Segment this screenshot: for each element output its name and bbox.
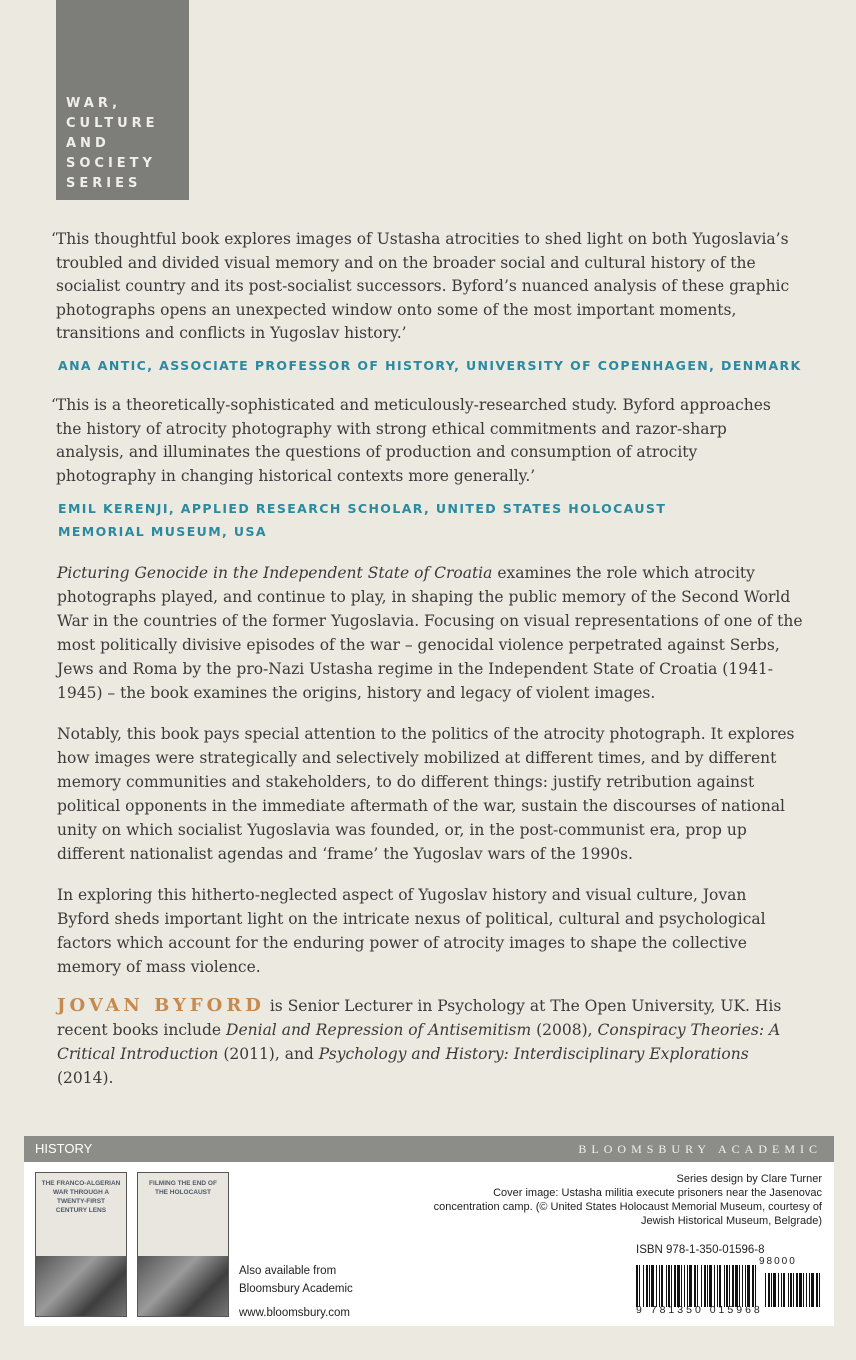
barcode-stripe <box>806 1273 807 1307</box>
barcode-number: 9 781350 015968 <box>636 1304 763 1316</box>
barcode-stripe <box>747 1265 750 1307</box>
barcode-stripe <box>649 1265 650 1307</box>
series-line: WAR, <box>66 96 122 111</box>
barcode-stripe <box>714 1265 715 1307</box>
barcode-stripe <box>639 1265 640 1307</box>
barcode-stripe <box>790 1273 792 1307</box>
author-name: JOVAN BYFORD <box>57 995 265 1016</box>
barcode-stripe <box>677 1265 680 1307</box>
book-title: Denial and Repression of Antisemitism <box>226 1021 532 1039</box>
barcode-stripe <box>666 1265 667 1307</box>
bio-text: (2008), <box>531 1021 598 1039</box>
barcode-stripe <box>687 1265 688 1307</box>
description-paragraph: Notably, this book pays special attention to the politics of the atrocity photograph. It explores how images were strategically and selectively mobilized at different times, and by different memory communities and stakeholders, to do different things: justify retribution against political opponents in the immediate aftermath of the war, sustain the discourses of national unity on which socialist Yugoslavia was founded, or, in the post-communist era, prop up different nationalist agendas and ‘frame’ the Yugoslav wars of the 1990s. <box>57 725 795 863</box>
barcode-stripe <box>674 1265 676 1307</box>
also-line: Also available from <box>239 1265 337 1277</box>
bio-text: (2011), and <box>218 1045 319 1063</box>
category-label: HISTORY <box>35 1141 93 1156</box>
barcode-stripe <box>735 1265 738 1307</box>
barcode-stripe <box>771 1273 772 1307</box>
barcode-stripe <box>689 1265 692 1307</box>
barcode-stripe <box>781 1273 782 1307</box>
quote-2-attribution: EMIL KERENJI, APPLIED RESEARCH SCHOLAR, UNITED STATES HOLOCAUST MEMORIAL MUSEUM, USA <box>58 501 667 539</box>
book-thumbnail-title: THE FRANCO-ALGERIAN WAR THROUGH A TWENTY-FIRST CENTURY LENS <box>41 1180 121 1214</box>
barcode-stripe <box>651 1265 654 1307</box>
website-link: www.bloomsbury.com <box>239 1307 350 1319</box>
barcode-stripe <box>783 1273 785 1307</box>
barcode-stripe <box>709 1265 712 1307</box>
series-label <box>66 94 159 194</box>
barcode-stripe <box>742 1265 743 1307</box>
barcode-stripe <box>768 1273 770 1307</box>
book-title: Psychology and History: Interdisciplinary Explorations <box>318 1045 749 1063</box>
barcode-stripe <box>636 1265 638 1307</box>
barcode-stripe <box>799 1273 802 1307</box>
cover-image-credit: Cover image: Ustasha militia execute prisoners near the Jasenovac concentration camp. (© United States Holocaust Memorial Museum, courtesy of Jewish Historical Museum, Belgrade) <box>433 1187 822 1227</box>
barcode-stripe <box>796 1273 798 1307</box>
series-line: CULTURE <box>66 116 159 131</box>
quote-1 <box>51 228 796 346</box>
description-paragraph: In exploring this hitherto-neglected aspect of Yugoslav history and visual culture, Jovan Byford sheds important light on the intricate nexus of political, cultural and psychological factors which account for the enduring power of atrocity images to shape the collective memory of mass violence. <box>57 886 766 976</box>
book-cover-photo <box>36 1256 126 1316</box>
barcode-stripe <box>724 1265 725 1307</box>
barcode-stripe <box>694 1265 696 1307</box>
barcode-stripe <box>681 1265 682 1307</box>
barcode-stripe <box>752 1265 754 1307</box>
price-code: 98000 <box>759 1256 797 1267</box>
barcode-stripe <box>684 1265 685 1307</box>
barcode-stripe <box>701 1265 702 1307</box>
barcode-stripe <box>816 1273 818 1307</box>
barcode-stripe <box>697 1265 698 1307</box>
series-line: SERIES <box>66 176 142 191</box>
series-design-credit: Series design by Clare Turner <box>676 1173 822 1185</box>
barcode-stripe <box>729 1265 730 1307</box>
description-paragraph <box>57 561 803 705</box>
quote-text: ‘This is a theoretically-sophisticated and meticulously-researched study. Byford approaches the history of atrocity photography with strong ethical commitments and razor-sharp analysis, and illuminates the questions of production and consumption of atrocity photography in changing historical contexts more generally.’ <box>51 396 771 485</box>
barcode-stripe <box>719 1265 721 1307</box>
book-thumbnail-title: FILMING THE END OF THE HOLOCAUST <box>149 1180 217 1196</box>
quote-1-attribution: ANA ANTIC, ASSOCIATE PROFESSOR OF HISTORY, UNIVERSITY OF COPENHAGEN, DENMARK <box>58 358 802 373</box>
barcode-stripe <box>661 1265 663 1307</box>
barcode-stripe <box>803 1273 804 1307</box>
book-title: Conspiracy Theories: A Critical Introduction <box>57 1021 781 1063</box>
isbn: ISBN 978-1-350-01596-8 <box>636 1244 765 1256</box>
barcode-stripe <box>668 1265 670 1307</box>
barcode-stripe <box>745 1265 746 1307</box>
barcode <box>636 1259 821 1307</box>
quote-text: ‘This thoughtful book explores images of Ustasha atrocities to shed light on both Yugoslavia’s troubled and divided visual memory and on the broader social and cultural history of the socialist country and its post-socialist successors. Byford’s nuanced analysis of these graphic photographs opens an unexpected window onto some of the most important moments, transitions and conflicts in Yugoslav history.’ <box>51 230 790 342</box>
barcode-stripe <box>778 1273 779 1307</box>
book-title: Picturing Genocide in the Independent State of Croatia <box>57 564 493 582</box>
barcode-stripe <box>811 1273 814 1307</box>
bio-text: (2014). <box>57 1069 114 1087</box>
barcode-stripe <box>773 1273 776 1307</box>
barcode-stripe <box>717 1265 718 1307</box>
barcode-stripe <box>671 1265 672 1307</box>
barcode-stripe <box>809 1273 810 1307</box>
barcode-stripe <box>732 1265 734 1307</box>
barcode-stripe <box>643 1265 644 1307</box>
book-cover-photo <box>138 1256 228 1316</box>
credits <box>432 1172 822 1228</box>
barcode-stripe <box>646 1265 648 1307</box>
barcode-stripe <box>755 1265 756 1307</box>
footer-panel <box>24 1162 834 1326</box>
book-thumbnail <box>137 1172 229 1317</box>
barcode-stripe <box>656 1265 657 1307</box>
description <box>57 561 803 979</box>
barcode-stripe <box>793 1273 794 1307</box>
bio-text: is Senior Lecturer in Psychology at The Open University, UK. His recent books include <box>57 997 782 1039</box>
barcode-stripe <box>726 1265 728 1307</box>
barcode-stripe <box>819 1273 820 1307</box>
footer-bar <box>24 1136 834 1162</box>
barcode-stripe <box>704 1265 706 1307</box>
barcode-stripe <box>739 1265 740 1307</box>
author-bio <box>57 994 803 1090</box>
quote-2 <box>51 394 796 488</box>
also-line: Bloomsbury Academic <box>239 1283 353 1295</box>
barcode-stripe <box>788 1273 789 1307</box>
barcode-stripe <box>765 1273 766 1307</box>
paragraph-text: examines the role which atrocity photographs played, and continue to play, in shaping the public memory of the Second World War in the countries of the former Yugoslavia. Focusing on visual representations of one of the most politically divisive episodes of the war – genocidal violence perpetrated against Serbs, Jews and Roma by the pro-Nazi Ustasha regime in the Independent State of Croatia (1941-1945) – the book examines the origins, history and legacy of violent images. <box>57 564 803 702</box>
series-box <box>56 0 189 200</box>
series-line: SOCIETY <box>66 156 156 171</box>
publisher-label: BLOOMSBURY ACADEMIC <box>578 1142 822 1156</box>
barcode-stripe <box>707 1265 708 1307</box>
barcode-stripe <box>659 1265 660 1307</box>
series-line: AND <box>66 136 110 151</box>
also-available <box>239 1262 353 1322</box>
book-thumbnail <box>35 1172 127 1317</box>
